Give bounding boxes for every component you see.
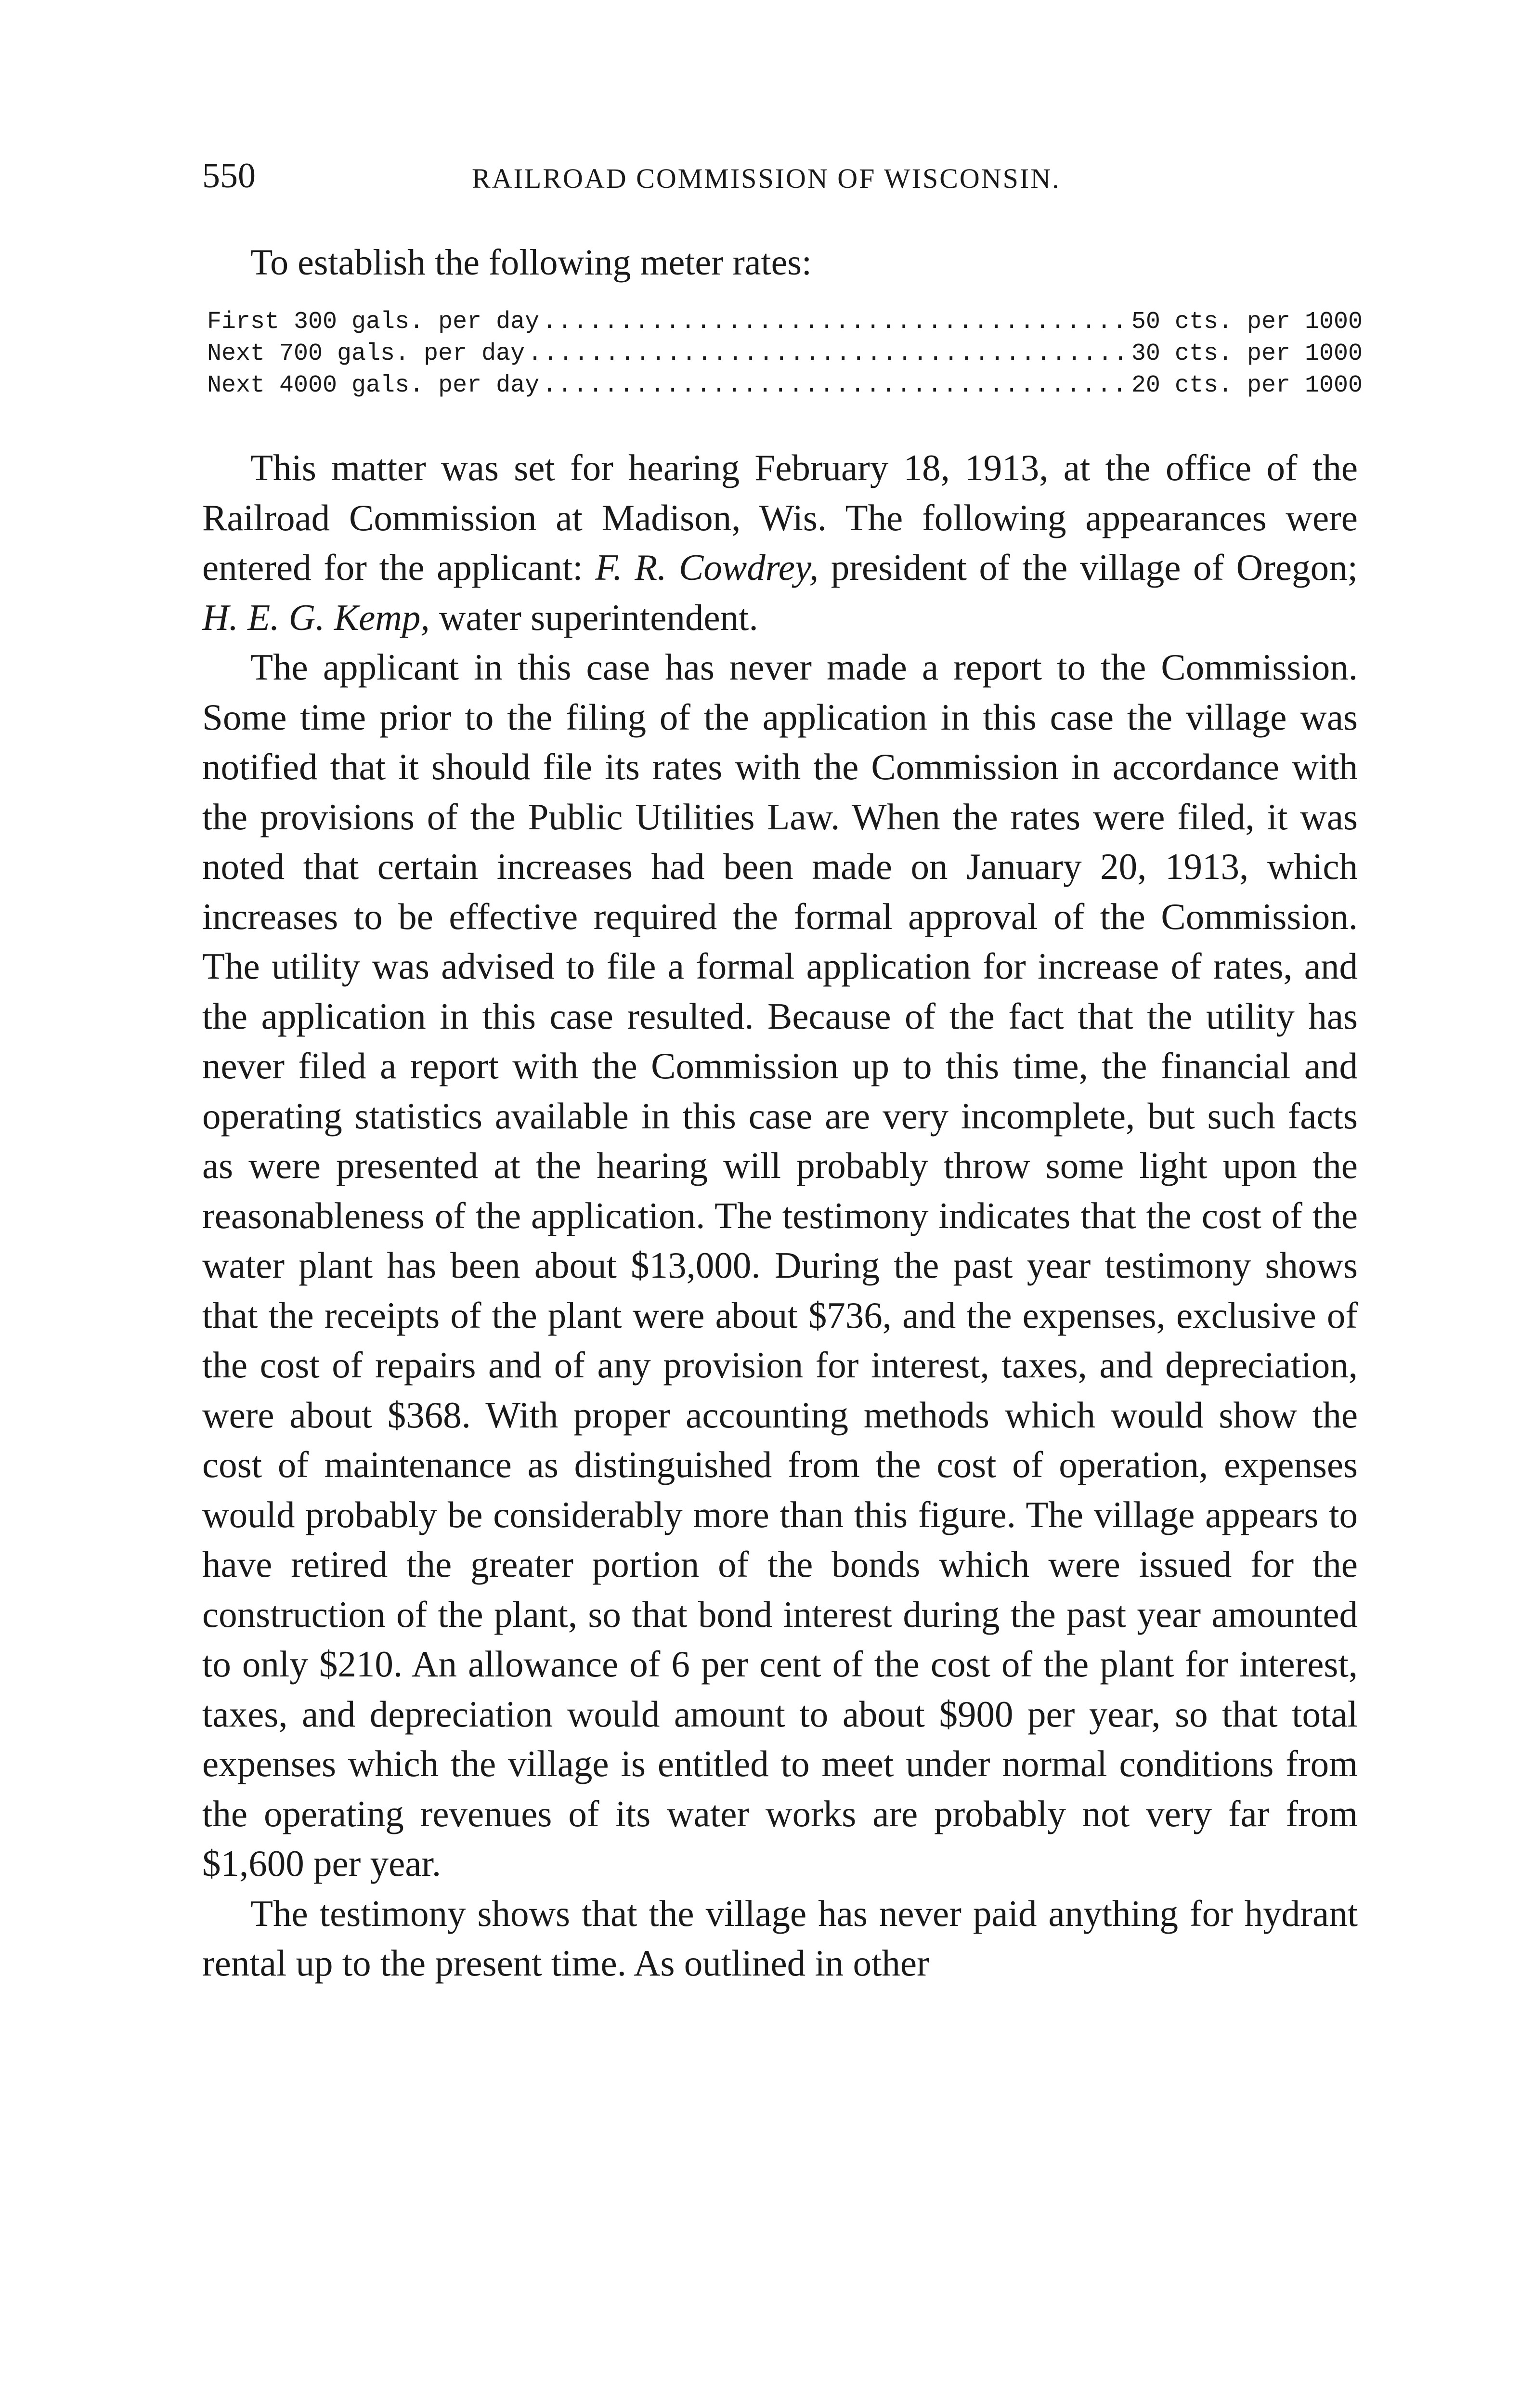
paragraph-hearing [202,443,1358,642]
dot-leader [542,372,1129,399]
body-text [202,443,1358,1989]
running-head: RAILROAD COMMISSION OF WISCONSIN. [472,163,1061,194]
rate-schedule [207,308,1363,404]
paragraph-text: This matter was set for hearing February 18, 1913, at the office of the Railroad Commission at Madison, Wis. The following appearances were entered for the applicant: [202,447,1358,588]
rate-label: First 300 gals. per day [207,308,540,336]
rate-label: Next 4000 gals. per day [207,372,540,399]
applicant-name: F. R. Cowdrey, [595,547,819,588]
paragraph-text: water superintendent. [429,596,758,638]
superintendent-name: H. E. G. Kemp, [202,596,430,638]
paragraph-hydrant-rental: The testimony shows that the village has never paid anything for hydrant rental up to the present time. As outlined in other [202,1892,1358,1984]
paragraph-text: president of the village of Oregon; [818,547,1358,588]
rate-value: 50 cts. per 1000 [1131,308,1363,336]
rate-value: 30 cts. per 1000 [1131,340,1363,367]
rate-row [207,372,1363,404]
rates-intro: To establish the following meter rates: [250,242,812,283]
rate-value: 20 cts. per 1000 [1131,372,1363,399]
dot-leader [528,340,1129,367]
page-header [202,149,1358,202]
rate-label: Next 700 gals. per day [207,340,525,367]
rate-row [207,308,1363,340]
rate-row [207,340,1363,372]
dot-leader [542,308,1129,336]
paragraph-analysis: The applicant in this case has never made a report to the Commission. Some time prior to the filing of the application in this case the village was notified that it should file its rates with the Commission in accordance with the provisions of the Public Utilities Law. When the rates were filed, it was noted that certain increases had been made on January 20, 1913, which increases to be effective required the formal approval of the Commission. The utility was advised to file a formal application for increase of rates, and the application in this case resulted. Because of the fact that the utility has never filed a report with the Commission up to this time, the financial and operating statistics available in this case are very incomplete, but such facts as were presented at the hearing will probably throw some light upon the reasonableness of the application. The testimony indicates that the cost of the water plant has been about $13,000. During the past year testimony shows that the receipts of the plant were about $736, and the expenses, exclusive of the cost of repairs and of any provision for interest, taxes, and depreciation, were about $368. With proper accounting methods which would show the cost of maintenance as distinguished from the cost of operation, expenses would probably be considerably more than this figure. The village appears to have retired the greater portion of the bonds which were issued for the construction of the plant, so that bond interest during the past year amounted to only $210. An allowance of 6 per cent of the cost of the plant for interest, taxes, and depreciation would amount to about $900 per year, so that total expenses which the village is entitled to meet under normal conditions from the operating revenues of its water works are probably not very far from $1,600 per year. [202,646,1358,1884]
page-number: 550 [202,156,256,196]
